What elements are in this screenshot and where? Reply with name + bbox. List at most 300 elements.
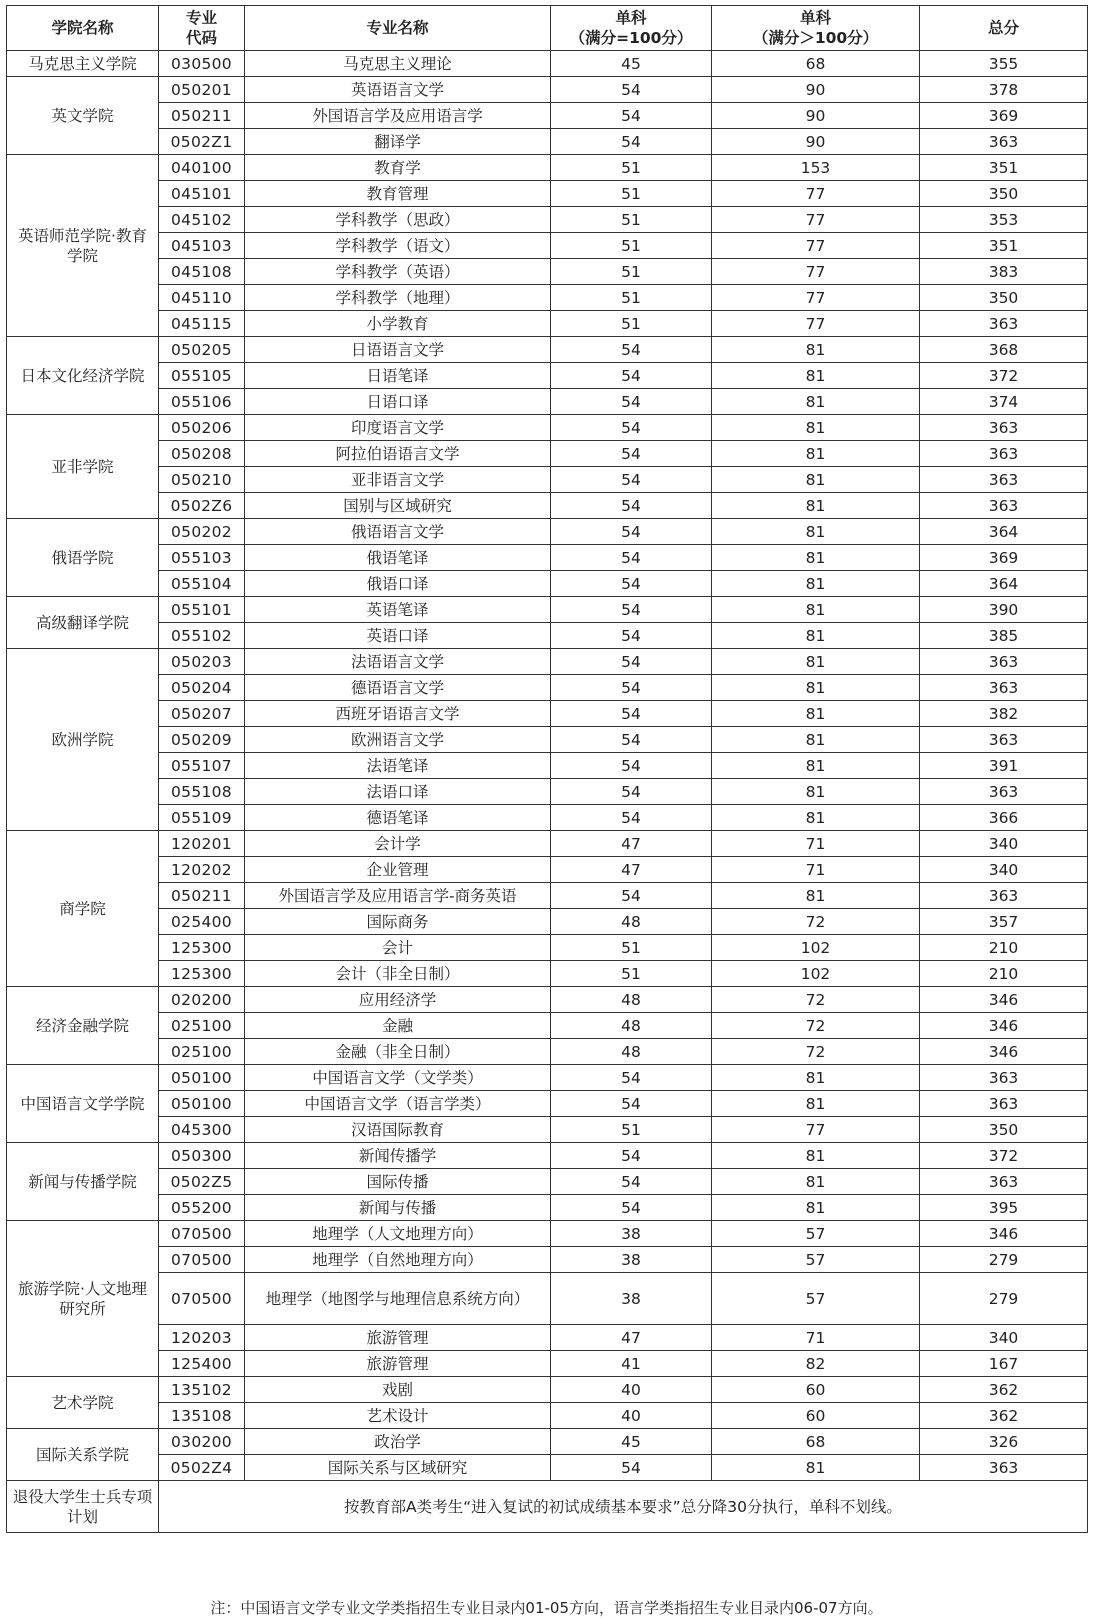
major-code-cell: 125400	[159, 1351, 245, 1377]
total-score-cell: 355	[920, 51, 1088, 77]
table-row	[7, 285, 1088, 311]
table-row	[7, 701, 1088, 727]
table-row	[7, 311, 1088, 337]
single-subject-over-100-cell: 57	[712, 1273, 920, 1325]
total-score-cell: 369	[920, 545, 1088, 571]
single-subject-100-cell: 54	[551, 337, 712, 363]
college-name-cell: 中国语言文学学院	[7, 1065, 159, 1143]
table-row	[7, 1403, 1088, 1429]
major-code-cell: 045101	[159, 181, 245, 207]
single-subject-100-cell: 54	[551, 753, 712, 779]
major-name-cell: 俄语语言文学	[245, 519, 551, 545]
single-subject-100-cell: 54	[551, 623, 712, 649]
major-name-cell: 会计（非全日制）	[245, 961, 551, 987]
single-subject-over-100-cell: 81	[712, 1065, 920, 1091]
total-score-cell: 382	[920, 701, 1088, 727]
major-code-cell: 120203	[159, 1325, 245, 1351]
table-row	[7, 337, 1088, 363]
major-code-cell: 135102	[159, 1377, 245, 1403]
total-score-cell: 346	[920, 987, 1088, 1013]
score-line-table	[6, 5, 1088, 1533]
single-subject-100-cell: 48	[551, 1039, 712, 1065]
single-subject-100-cell: 51	[551, 207, 712, 233]
single-subject-over-100-cell: 81	[712, 883, 920, 909]
major-name-cell: 中国语言文学（语言学类）	[245, 1091, 551, 1117]
table-row	[7, 1221, 1088, 1247]
major-name-cell: 汉语国际教育	[245, 1117, 551, 1143]
single-subject-over-100-cell: 77	[712, 207, 920, 233]
major-name-cell: 会计学	[245, 831, 551, 857]
total-score-cell: 340	[920, 831, 1088, 857]
major-code-cell: 055108	[159, 779, 245, 805]
major-name-cell: 国际传播	[245, 1169, 551, 1195]
single-subject-100-cell: 51	[551, 181, 712, 207]
major-name-cell: 英语口译	[245, 623, 551, 649]
single-subject-100-cell: 54	[551, 1195, 712, 1221]
single-subject-over-100-cell: 82	[712, 1351, 920, 1377]
total-score-cell: 391	[920, 753, 1088, 779]
table-row	[7, 831, 1088, 857]
total-score-cell: 363	[920, 441, 1088, 467]
major-name-cell: 欧洲语言文学	[245, 727, 551, 753]
table-row	[7, 155, 1088, 181]
total-score-cell: 364	[920, 519, 1088, 545]
single-subject-over-100-cell: 72	[712, 1013, 920, 1039]
total-score-cell: 346	[920, 1013, 1088, 1039]
major-code-cell: 135108	[159, 1403, 245, 1429]
table-row	[7, 1195, 1088, 1221]
header-major: 专业名称	[245, 6, 551, 51]
table-row	[7, 675, 1088, 701]
total-score-cell: 368	[920, 337, 1088, 363]
single-subject-over-100-cell: 60	[712, 1377, 920, 1403]
single-subject-over-100-cell: 77	[712, 1117, 920, 1143]
major-name-cell: 俄语笔译	[245, 545, 551, 571]
single-subject-100-cell: 51	[551, 311, 712, 337]
total-score-cell: 363	[920, 129, 1088, 155]
table-row	[7, 545, 1088, 571]
single-subject-over-100-cell: 72	[712, 987, 920, 1013]
table-header-row	[7, 6, 1088, 51]
single-subject-100-cell: 54	[551, 103, 712, 129]
total-score-cell: 372	[920, 363, 1088, 389]
total-score-cell: 363	[920, 1065, 1088, 1091]
major-code-cell: 045115	[159, 311, 245, 337]
table-row	[7, 519, 1088, 545]
major-code-cell: 050100	[159, 1091, 245, 1117]
major-name-cell: 国别与区域研究	[245, 493, 551, 519]
single-subject-100-cell: 54	[551, 571, 712, 597]
header-college: 学院名称	[7, 6, 159, 51]
total-score-cell: 390	[920, 597, 1088, 623]
table-row	[7, 1169, 1088, 1195]
total-score-cell: 363	[920, 493, 1088, 519]
special-plan-label: 退役大学生士兵专项计划	[7, 1481, 159, 1533]
college-name-cell: 日本文化经济学院	[7, 337, 159, 415]
major-code-cell: 050204	[159, 675, 245, 701]
single-subject-100-cell: 47	[551, 1325, 712, 1351]
college-name-cell: 国际关系学院	[7, 1429, 159, 1481]
major-name-cell: 教育学	[245, 155, 551, 181]
single-subject-over-100-cell: 81	[712, 571, 920, 597]
single-subject-over-100-cell: 153	[712, 155, 920, 181]
total-score-cell: 346	[920, 1039, 1088, 1065]
major-name-cell: 德语笔译	[245, 805, 551, 831]
total-score-cell: 279	[920, 1273, 1088, 1325]
college-name-cell: 商学院	[7, 831, 159, 987]
total-score-cell: 372	[920, 1143, 1088, 1169]
table-row	[7, 51, 1088, 77]
special-plan-row	[7, 1481, 1088, 1533]
major-name-cell: 俄语口译	[245, 571, 551, 597]
table-row	[7, 935, 1088, 961]
college-name-cell: 欧洲学院	[7, 649, 159, 831]
major-code-cell: 045108	[159, 259, 245, 285]
single-subject-100-cell: 54	[551, 389, 712, 415]
major-code-cell: 0502Z6	[159, 493, 245, 519]
table-row	[7, 1065, 1088, 1091]
major-name-cell: 新闻传播学	[245, 1143, 551, 1169]
single-subject-over-100-cell: 102	[712, 935, 920, 961]
major-name-cell: 日语口译	[245, 389, 551, 415]
single-subject-100-cell: 54	[551, 545, 712, 571]
major-code-cell: 055104	[159, 571, 245, 597]
major-code-cell: 0502Z4	[159, 1455, 245, 1481]
table-row	[7, 805, 1088, 831]
single-subject-over-100-cell: 81	[712, 597, 920, 623]
table-row	[7, 207, 1088, 233]
major-name-cell: 国际关系与区域研究	[245, 1455, 551, 1481]
single-subject-over-100-cell: 81	[712, 1195, 920, 1221]
major-code-cell: 050211	[159, 883, 245, 909]
single-subject-over-100-cell: 71	[712, 857, 920, 883]
single-subject-100-cell: 45	[551, 51, 712, 77]
total-score-cell: 363	[920, 1455, 1088, 1481]
single-subject-100-cell: 45	[551, 1429, 712, 1455]
major-code-cell: 040100	[159, 155, 245, 181]
total-score-cell: 363	[920, 779, 1088, 805]
major-code-cell: 045102	[159, 207, 245, 233]
single-subject-over-100-cell: 81	[712, 1455, 920, 1481]
total-score-cell: 363	[920, 467, 1088, 493]
footnote: 注：中国语言文学专业文学类指招生专业目录内01-05方向，语言学类指招生专业目录内06-07方向。	[210, 1599, 883, 1617]
major-code-cell: 055103	[159, 545, 245, 571]
single-subject-over-100-cell: 81	[712, 649, 920, 675]
major-name-cell: 旅游管理	[245, 1351, 551, 1377]
table-row	[7, 961, 1088, 987]
major-code-cell: 070500	[159, 1247, 245, 1273]
table-row	[7, 1143, 1088, 1169]
major-code-cell: 125300	[159, 961, 245, 987]
major-name-cell: 外国语言学及应用语言学-商务英语	[245, 883, 551, 909]
total-score-cell: 363	[920, 883, 1088, 909]
header-total: 总分	[920, 6, 1088, 51]
single-subject-over-100-cell: 81	[712, 441, 920, 467]
table-row	[7, 1325, 1088, 1351]
total-score-cell: 350	[920, 181, 1088, 207]
table-row	[7, 1429, 1088, 1455]
major-name-cell: 学科教学（语文）	[245, 233, 551, 259]
total-score-cell: 363	[920, 649, 1088, 675]
single-subject-100-cell: 54	[551, 805, 712, 831]
major-name-cell: 亚非语言文学	[245, 467, 551, 493]
major-code-cell: 050201	[159, 77, 245, 103]
major-code-cell: 050205	[159, 337, 245, 363]
single-subject-100-cell: 54	[551, 467, 712, 493]
single-subject-over-100-cell: 90	[712, 129, 920, 155]
single-subject-over-100-cell: 71	[712, 1325, 920, 1351]
major-name-cell: 地理学（人文地理方向）	[245, 1221, 551, 1247]
single-subject-100-cell: 38	[551, 1247, 712, 1273]
single-subject-100-cell: 51	[551, 233, 712, 259]
major-name-cell: 艺术设计	[245, 1403, 551, 1429]
major-name-cell: 法语语言文学	[245, 649, 551, 675]
single-subject-100-cell: 54	[551, 519, 712, 545]
major-name-cell: 英语语言文学	[245, 77, 551, 103]
total-score-cell: 374	[920, 389, 1088, 415]
single-subject-over-100-cell: 57	[712, 1247, 920, 1273]
major-code-cell: 050300	[159, 1143, 245, 1169]
major-name-cell: 小学教育	[245, 311, 551, 337]
table-row	[7, 883, 1088, 909]
major-name-cell: 日语语言文学	[245, 337, 551, 363]
major-name-cell: 学科教学（地理）	[245, 285, 551, 311]
major-name-cell: 应用经济学	[245, 987, 551, 1013]
major-code-cell: 050203	[159, 649, 245, 675]
single-subject-over-100-cell: 81	[712, 805, 920, 831]
single-subject-over-100-cell: 81	[712, 727, 920, 753]
major-name-cell: 新闻与传播	[245, 1195, 551, 1221]
table-row	[7, 1117, 1088, 1143]
total-score-cell: 326	[920, 1429, 1088, 1455]
major-name-cell: 会计	[245, 935, 551, 961]
table-row	[7, 77, 1088, 103]
single-subject-over-100-cell: 81	[712, 675, 920, 701]
header-single-100: 单科 （满分=100分）	[551, 6, 712, 51]
total-score-cell: 363	[920, 727, 1088, 753]
college-name-cell: 经济金融学院	[7, 987, 159, 1065]
total-score-cell: 363	[920, 1091, 1088, 1117]
major-name-cell: 英语笔译	[245, 597, 551, 623]
total-score-cell: 340	[920, 857, 1088, 883]
single-subject-100-cell: 40	[551, 1377, 712, 1403]
total-score-cell: 362	[920, 1377, 1088, 1403]
total-score-cell: 383	[920, 259, 1088, 285]
single-subject-over-100-cell: 68	[712, 51, 920, 77]
single-subject-100-cell: 54	[551, 363, 712, 389]
total-score-cell: 363	[920, 1169, 1088, 1195]
total-score-cell: 357	[920, 909, 1088, 935]
table-row	[7, 415, 1088, 441]
major-name-cell: 外国语言学及应用语言学	[245, 103, 551, 129]
single-subject-over-100-cell: 71	[712, 831, 920, 857]
single-subject-100-cell: 38	[551, 1221, 712, 1247]
single-subject-over-100-cell: 81	[712, 1143, 920, 1169]
single-subject-over-100-cell: 81	[712, 701, 920, 727]
single-subject-100-cell: 54	[551, 493, 712, 519]
major-code-cell: 070500	[159, 1273, 245, 1325]
single-subject-100-cell: 51	[551, 961, 712, 987]
table-row	[7, 233, 1088, 259]
table-row	[7, 1013, 1088, 1039]
total-score-cell: 363	[920, 311, 1088, 337]
college-name-cell: 马克思主义学院	[7, 51, 159, 77]
single-subject-over-100-cell: 57	[712, 1221, 920, 1247]
single-subject-100-cell: 48	[551, 909, 712, 935]
single-subject-over-100-cell: 81	[712, 363, 920, 389]
college-name-cell: 亚非学院	[7, 415, 159, 519]
table-row	[7, 623, 1088, 649]
single-subject-over-100-cell: 77	[712, 259, 920, 285]
table-row	[7, 129, 1088, 155]
major-name-cell: 地理学（地图学与地理信息系统方向）	[245, 1273, 551, 1325]
single-subject-over-100-cell: 90	[712, 103, 920, 129]
major-name-cell: 法语笔译	[245, 753, 551, 779]
single-subject-over-100-cell: 77	[712, 285, 920, 311]
major-code-cell: 020200	[159, 987, 245, 1013]
single-subject-over-100-cell: 102	[712, 961, 920, 987]
college-name-cell: 英语师范学院·教育学院	[7, 155, 159, 337]
major-code-cell: 045110	[159, 285, 245, 311]
table-row	[7, 493, 1088, 519]
single-subject-100-cell: 47	[551, 857, 712, 883]
table-row	[7, 1091, 1088, 1117]
single-subject-over-100-cell: 81	[712, 493, 920, 519]
major-code-cell: 030200	[159, 1429, 245, 1455]
major-name-cell: 戏剧	[245, 1377, 551, 1403]
table-row	[7, 467, 1088, 493]
total-score-cell: 350	[920, 285, 1088, 311]
single-subject-100-cell: 51	[551, 935, 712, 961]
total-score-cell: 210	[920, 935, 1088, 961]
total-score-cell: 340	[920, 1325, 1088, 1351]
total-score-cell: 385	[920, 623, 1088, 649]
single-subject-over-100-cell: 77	[712, 233, 920, 259]
single-subject-over-100-cell: 81	[712, 519, 920, 545]
single-subject-100-cell: 51	[551, 155, 712, 181]
major-code-cell: 120201	[159, 831, 245, 857]
total-score-cell: 350	[920, 1117, 1088, 1143]
major-name-cell: 学科教学（思政）	[245, 207, 551, 233]
major-code-cell: 030500	[159, 51, 245, 77]
single-subject-100-cell: 54	[551, 1169, 712, 1195]
single-subject-over-100-cell: 81	[712, 415, 920, 441]
table-row	[7, 1351, 1088, 1377]
single-subject-100-cell: 54	[551, 649, 712, 675]
major-name-cell: 教育管理	[245, 181, 551, 207]
table-row	[7, 181, 1088, 207]
major-code-cell: 050209	[159, 727, 245, 753]
single-subject-over-100-cell: 81	[712, 753, 920, 779]
major-name-cell: 翻译学	[245, 129, 551, 155]
major-name-cell: 企业管理	[245, 857, 551, 883]
major-name-cell: 德语语言文学	[245, 675, 551, 701]
total-score-cell: 369	[920, 103, 1088, 129]
major-name-cell: 印度语言文学	[245, 415, 551, 441]
single-subject-100-cell: 41	[551, 1351, 712, 1377]
major-code-cell: 050206	[159, 415, 245, 441]
single-subject-over-100-cell: 81	[712, 389, 920, 415]
table-row	[7, 779, 1088, 805]
single-subject-100-cell: 54	[551, 1143, 712, 1169]
major-code-cell: 0502Z1	[159, 129, 245, 155]
major-code-cell: 025100	[159, 1039, 245, 1065]
single-subject-over-100-cell: 72	[712, 1039, 920, 1065]
table-row	[7, 571, 1088, 597]
major-name-cell: 马克思主义理论	[245, 51, 551, 77]
total-score-cell: 363	[920, 675, 1088, 701]
major-code-cell: 120202	[159, 857, 245, 883]
single-subject-100-cell: 48	[551, 1013, 712, 1039]
single-subject-100-cell: 54	[551, 675, 712, 701]
single-subject-over-100-cell: 90	[712, 77, 920, 103]
major-name-cell: 中国语言文学（文学类）	[245, 1065, 551, 1091]
college-name-cell: 俄语学院	[7, 519, 159, 597]
total-score-cell: 363	[920, 415, 1088, 441]
single-subject-100-cell: 54	[551, 597, 712, 623]
major-code-cell: 055109	[159, 805, 245, 831]
major-name-cell: 金融	[245, 1013, 551, 1039]
major-code-cell: 070500	[159, 1221, 245, 1247]
single-subject-100-cell: 54	[551, 129, 712, 155]
major-code-cell: 050100	[159, 1065, 245, 1091]
major-code-cell: 055200	[159, 1195, 245, 1221]
total-score-cell: 378	[920, 77, 1088, 103]
total-score-cell: 167	[920, 1351, 1088, 1377]
single-subject-100-cell: 54	[551, 779, 712, 805]
single-subject-100-cell: 38	[551, 1273, 712, 1325]
single-subject-100-cell: 51	[551, 1117, 712, 1143]
table-row	[7, 389, 1088, 415]
table-row	[7, 1377, 1088, 1403]
major-code-cell: 050207	[159, 701, 245, 727]
total-score-cell: 362	[920, 1403, 1088, 1429]
college-name-cell: 旅游学院·人文地理研究所	[7, 1221, 159, 1377]
single-subject-100-cell: 51	[551, 285, 712, 311]
single-subject-over-100-cell: 81	[712, 623, 920, 649]
table-body	[7, 51, 1088, 1533]
major-code-cell: 050202	[159, 519, 245, 545]
table-row	[7, 1039, 1088, 1065]
table-row	[7, 857, 1088, 883]
single-subject-over-100-cell: 81	[712, 337, 920, 363]
score-table-container	[6, 5, 1087, 1617]
major-name-cell: 旅游管理	[245, 1325, 551, 1351]
single-subject-over-100-cell: 81	[712, 467, 920, 493]
total-score-cell: 346	[920, 1221, 1088, 1247]
single-subject-over-100-cell: 68	[712, 1429, 920, 1455]
major-code-cell: 0502Z5	[159, 1169, 245, 1195]
major-code-cell: 125300	[159, 935, 245, 961]
single-subject-100-cell: 54	[551, 727, 712, 753]
single-subject-100-cell: 54	[551, 1455, 712, 1481]
total-score-cell: 351	[920, 155, 1088, 181]
college-name-cell: 新闻与传播学院	[7, 1143, 159, 1221]
major-code-cell: 045300	[159, 1117, 245, 1143]
major-code-cell: 055107	[159, 753, 245, 779]
single-subject-100-cell: 54	[551, 1065, 712, 1091]
single-subject-over-100-cell: 60	[712, 1403, 920, 1429]
single-subject-100-cell: 54	[551, 77, 712, 103]
major-name-cell: 国际商务	[245, 909, 551, 935]
total-score-cell: 395	[920, 1195, 1088, 1221]
major-code-cell: 025100	[159, 1013, 245, 1039]
single-subject-100-cell: 40	[551, 1403, 712, 1429]
single-subject-over-100-cell: 72	[712, 909, 920, 935]
major-name-cell: 西班牙语语言文学	[245, 701, 551, 727]
major-code-cell: 045103	[159, 233, 245, 259]
single-subject-100-cell: 54	[551, 415, 712, 441]
